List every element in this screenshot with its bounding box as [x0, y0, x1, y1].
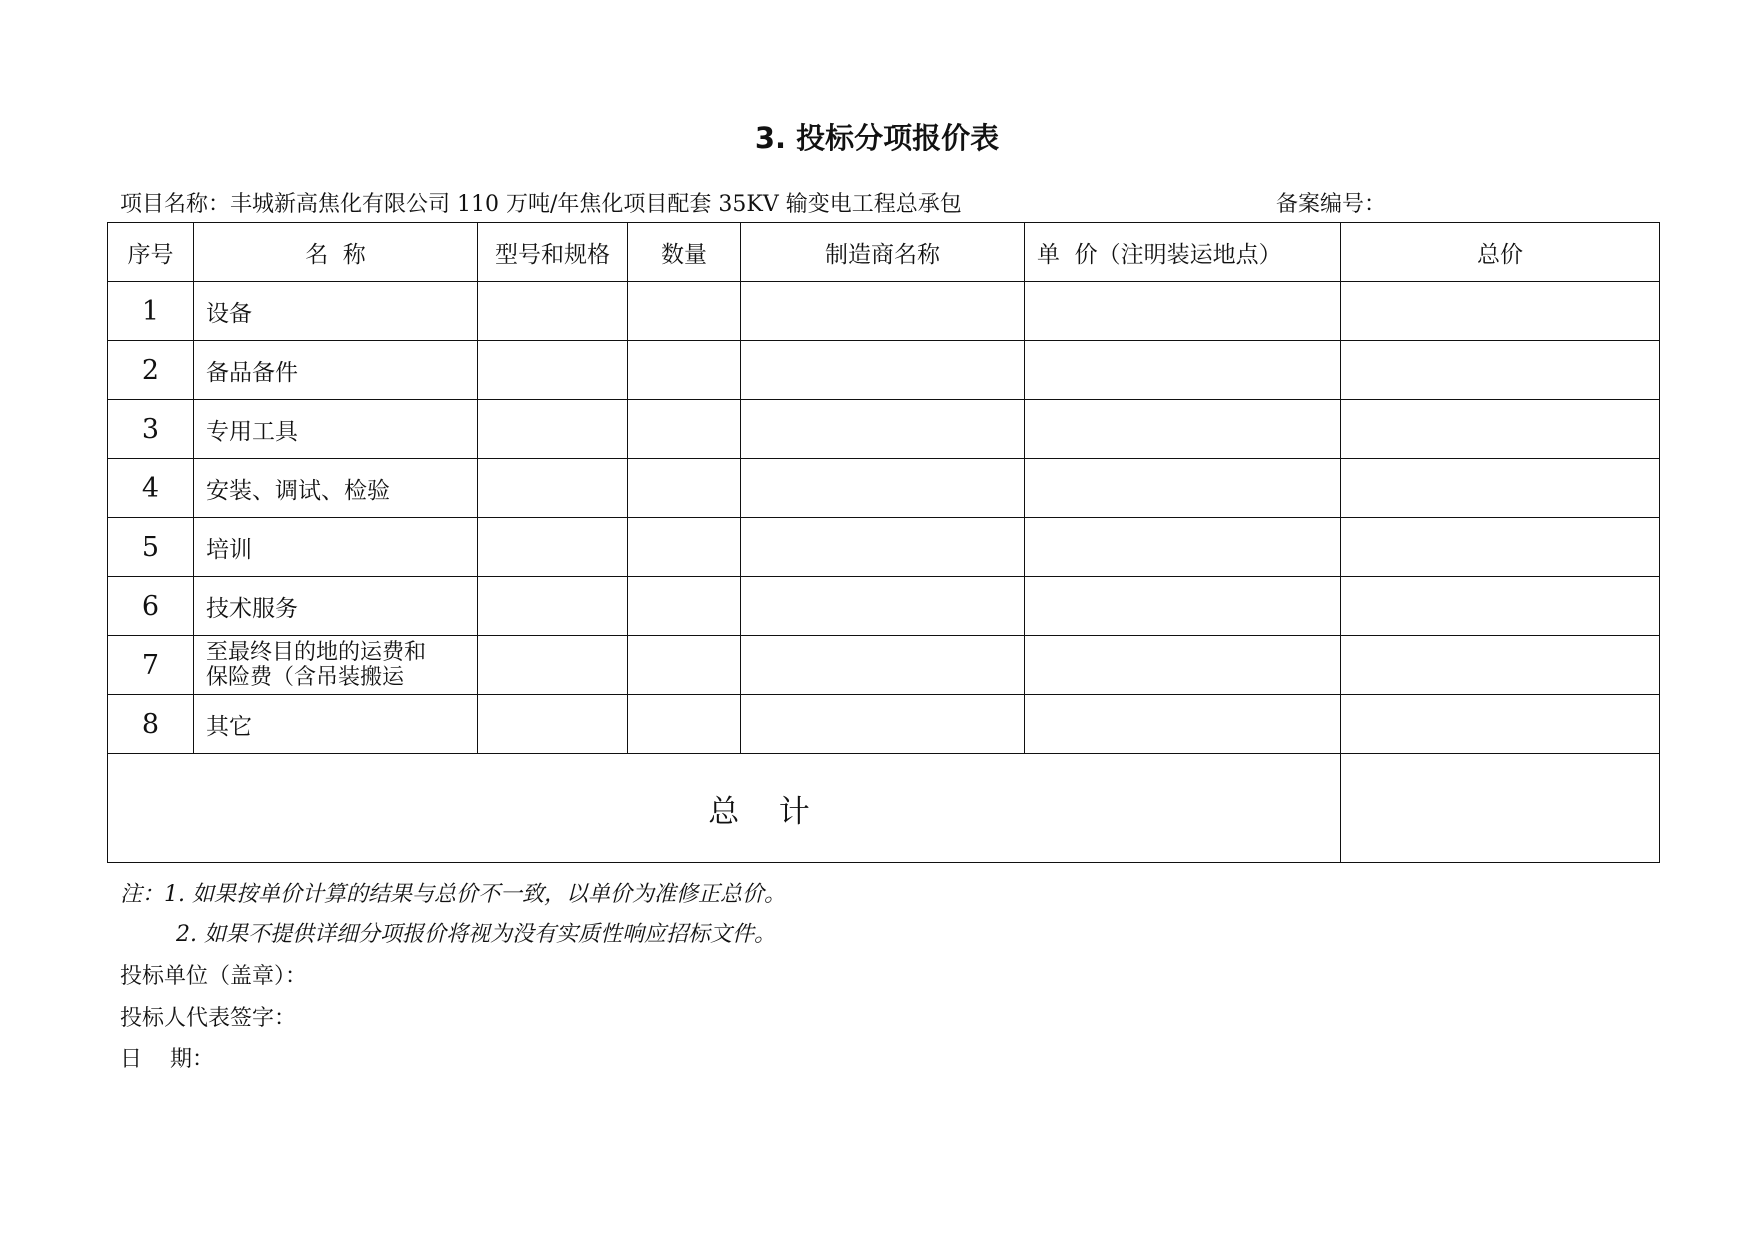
header-model-spec: 型号和规格	[478, 223, 628, 282]
row-item-name: 培训	[194, 518, 478, 577]
row-manufacturer-cell[interactable]	[741, 695, 1025, 754]
row-total-price-cell[interactable]	[1341, 518, 1660, 577]
row-quantity-cell[interactable]	[628, 341, 741, 400]
project-name-line: 项目名称：丰城新高焦化有限公司 110 万吨/年焦化项目配套 35KV 输变电工程总承包	[120, 192, 962, 217]
table-row	[108, 695, 1660, 754]
row-item-name	[194, 636, 478, 695]
row-unit-price-cell[interactable]	[1025, 459, 1341, 518]
row-total-price-cell[interactable]	[1341, 400, 1660, 459]
row-unit-price-cell[interactable]	[1025, 282, 1341, 341]
row-total-price-cell[interactable]	[1341, 695, 1660, 754]
row-model-cell[interactable]	[478, 459, 628, 518]
row-serial-no: 8	[108, 695, 194, 754]
row-serial-no: 3	[108, 400, 194, 459]
row-serial-no: 1	[108, 282, 194, 341]
note-1: 注：1. 如果按单价计算的结果与总价不一致，以单价为准修正总价。	[120, 882, 786, 907]
table-row	[108, 341, 1660, 400]
header-unit-price: 单 价（注明装运地点）	[1025, 223, 1341, 282]
row-quantity-cell[interactable]	[628, 400, 741, 459]
table-row	[108, 282, 1660, 341]
row-unit-price-cell[interactable]	[1025, 695, 1341, 754]
row-quantity-cell[interactable]	[628, 577, 741, 636]
document-title: 3. 投标分项报价表	[754, 121, 1000, 155]
row-serial-no: 7	[108, 636, 194, 695]
row-total-price-cell[interactable]	[1341, 341, 1660, 400]
row-item-name: 专用工具	[194, 400, 478, 459]
row-item-name-line2: 保险费（含吊装搬运	[206, 665, 405, 690]
row-total-price-cell[interactable]	[1341, 459, 1660, 518]
row-quantity-cell[interactable]	[628, 459, 741, 518]
row-manufacturer-cell[interactable]	[741, 459, 1025, 518]
row-manufacturer-cell[interactable]	[741, 341, 1025, 400]
table-row	[108, 577, 1660, 636]
row-serial-no: 4	[108, 459, 194, 518]
row-model-cell[interactable]	[478, 341, 628, 400]
row-item-name: 安装、调试、检验	[194, 459, 478, 518]
row-model-cell[interactable]	[478, 577, 628, 636]
note-2: 2. 如果不提供详细分项报价将视为没有实质性响应招标文件。	[176, 922, 776, 947]
row-item-name: 技术服务	[194, 577, 478, 636]
row-model-cell[interactable]	[478, 518, 628, 577]
total-label: 总 计	[108, 754, 1341, 863]
row-serial-no: 5	[108, 518, 194, 577]
row-quantity-cell[interactable]	[628, 518, 741, 577]
row-unit-price-cell[interactable]	[1025, 400, 1341, 459]
row-quantity-cell[interactable]	[628, 695, 741, 754]
record-number-label: 备案编号：	[1276, 192, 1387, 217]
total-row	[108, 754, 1660, 863]
row-quantity-cell[interactable]	[628, 282, 741, 341]
header-manufacturer: 制造商名称	[741, 223, 1025, 282]
row-total-price-cell[interactable]	[1341, 636, 1660, 695]
quotation-table	[107, 222, 1660, 863]
row-unit-price-cell[interactable]	[1025, 636, 1341, 695]
header-name: 名 称	[194, 223, 478, 282]
row-item-name: 设备	[194, 282, 478, 341]
row-unit-price-cell[interactable]	[1025, 341, 1341, 400]
table-header-row	[108, 223, 1660, 282]
header-serial-no: 序号	[108, 223, 194, 282]
grand-total-cell[interactable]	[1341, 754, 1660, 863]
table-row	[108, 518, 1660, 577]
row-item-name-line1: 至最终目的地的运费和	[206, 640, 427, 665]
row-model-cell[interactable]	[478, 400, 628, 459]
row-manufacturer-cell[interactable]	[741, 282, 1025, 341]
row-manufacturer-cell[interactable]	[741, 518, 1025, 577]
row-item-name: 备品备件	[194, 341, 478, 400]
table-row	[108, 636, 1660, 695]
row-quantity-cell[interactable]	[628, 636, 741, 695]
row-total-price-cell[interactable]	[1341, 577, 1660, 636]
row-total-price-cell[interactable]	[1341, 282, 1660, 341]
row-manufacturer-cell[interactable]	[741, 636, 1025, 695]
header-total-price: 总价	[1341, 223, 1660, 282]
row-manufacturer-cell[interactable]	[741, 400, 1025, 459]
date-label: 日 期：	[120, 1047, 214, 1072]
row-model-cell[interactable]	[478, 636, 628, 695]
row-model-cell[interactable]	[478, 282, 628, 341]
table-row	[108, 400, 1660, 459]
row-serial-no: 6	[108, 577, 194, 636]
row-unit-price-cell[interactable]	[1025, 577, 1341, 636]
row-serial-no: 2	[108, 341, 194, 400]
header-quantity: 数量	[628, 223, 741, 282]
row-model-cell[interactable]	[478, 695, 628, 754]
row-item-name: 其它	[194, 695, 478, 754]
representative-signature-label: 投标人代表签字：	[120, 1006, 297, 1031]
bidder-seal-label: 投标单位（盖章）：	[120, 964, 308, 989]
row-unit-price-cell[interactable]	[1025, 518, 1341, 577]
table-row	[108, 459, 1660, 518]
row-manufacturer-cell[interactable]	[741, 577, 1025, 636]
